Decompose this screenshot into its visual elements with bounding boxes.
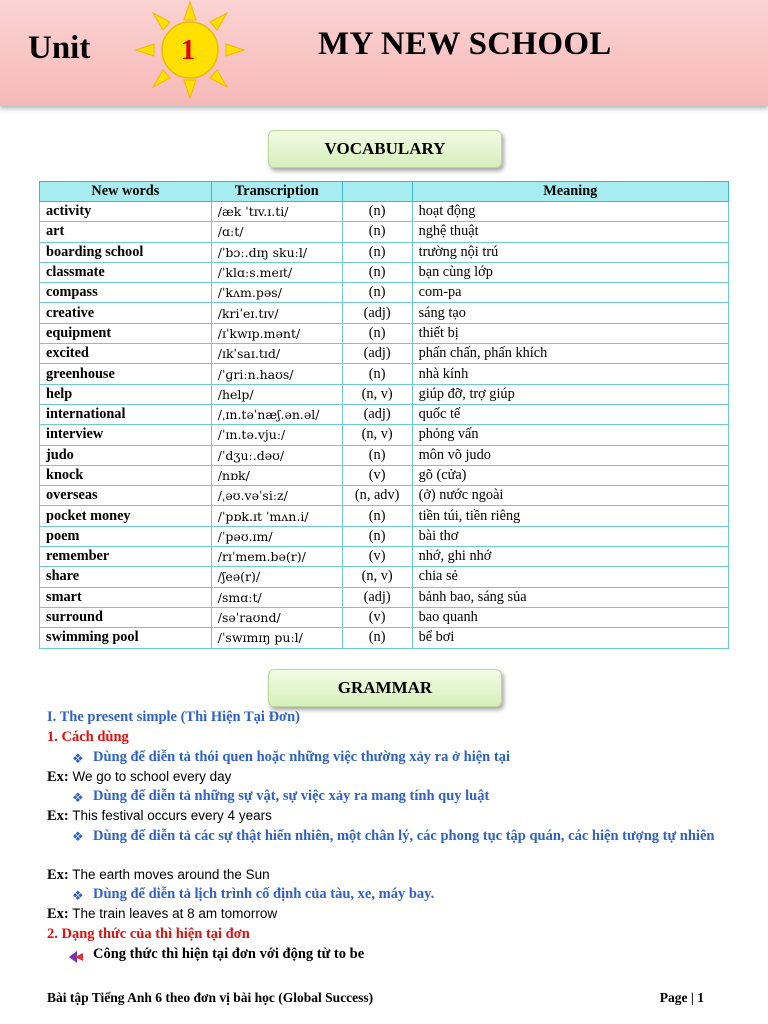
example-line	[47, 769, 231, 786]
vocab-part-of-speech: (n)	[342, 628, 412, 648]
vocab-word: help	[40, 384, 212, 404]
table-row	[40, 425, 729, 445]
vocab-meaning: bài thơ	[412, 526, 728, 546]
vocab-transcription: /ˈɡriːn.haʊs/	[211, 364, 342, 384]
example-text: The earth moves around the Sun	[72, 867, 270, 882]
vocab-part-of-speech: (adj)	[342, 303, 412, 323]
vocab-part-of-speech: (n)	[342, 202, 412, 222]
table-row	[40, 303, 729, 323]
vocab-meaning: bạn cùng lớp	[412, 262, 728, 282]
vocab-word: activity	[40, 202, 212, 222]
vocab-transcription: /nɒk/	[211, 465, 342, 485]
vocab-meaning: bao quanh	[412, 607, 728, 627]
table-row	[40, 404, 729, 424]
vocab-word: greenhouse	[40, 364, 212, 384]
vocab-word: compass	[40, 283, 212, 303]
vocab-meaning: tiền túi, tiền riêng	[412, 506, 728, 526]
vocab-meaning: quốc tế	[412, 404, 728, 424]
vocab-word: classmate	[40, 262, 212, 282]
vocab-word: boarding school	[40, 242, 212, 262]
vocab-meaning: nhớ, ghi nhớ	[412, 547, 728, 567]
vocab-part-of-speech: (adj)	[342, 344, 412, 364]
vocab-part-of-speech: (adj)	[342, 404, 412, 424]
unit-label: Unit	[28, 30, 91, 66]
form-item: Công thức thì hiện tại đơn với động từ to be	[93, 946, 365, 962]
vocab-meaning: môn võ judo	[412, 445, 728, 465]
table-row	[40, 202, 729, 222]
table-row	[40, 526, 729, 546]
vocab-word: equipment	[40, 323, 212, 343]
diamond-bullet-icon: ❖	[72, 829, 84, 844]
vocab-transcription: /ˈdʒuː.dəʊ/	[211, 445, 342, 465]
vocab-meaning: (ở) nước ngoài	[412, 486, 728, 506]
vocab-word: overseas	[40, 486, 212, 506]
vocab-meaning: phỏng vấn	[412, 425, 728, 445]
table-row	[40, 628, 729, 648]
grammar-heading: GRAMMAR	[268, 669, 502, 707]
column-header-meaning: Meaning	[412, 182, 728, 202]
table-row	[40, 323, 729, 343]
page-number: Page | 1	[659, 990, 704, 1005]
table-row	[40, 547, 729, 567]
usage-item: Dùng để diễn tả các sự thật hiển nhiên, một chân lý, các phong tục tập quán, các hiện tượng tự nhiên	[93, 828, 715, 844]
example-label: Ex:	[47, 906, 69, 922]
vocab-word: poem	[40, 526, 212, 546]
vocab-part-of-speech: (n, v)	[342, 567, 412, 587]
example-line	[47, 808, 272, 825]
form-heading: 2. Dạng thức của thì hiện tại đơn	[47, 926, 250, 942]
table-row	[40, 587, 729, 607]
grammar-section-title: I. The present simple (Thì Hiện Tại Đơn)	[47, 709, 300, 725]
table-row	[40, 567, 729, 587]
vocab-word: creative	[40, 303, 212, 323]
example-line	[47, 906, 277, 923]
usage-item: Dùng để diễn tả những sự vật, sự việc xảy ra mang tính quy luật	[93, 788, 490, 804]
vocab-word: smart	[40, 587, 212, 607]
table-row	[40, 344, 729, 364]
vocab-meaning: trường nội trú	[412, 242, 728, 262]
vocab-transcription: /ʃeə(r)/	[211, 567, 342, 587]
table-row	[40, 486, 729, 506]
vocab-transcription: /səˈraʊnd/	[211, 607, 342, 627]
vocab-part-of-speech: (n)	[342, 445, 412, 465]
example-text: This festival occurs every 4 years	[72, 808, 272, 823]
example-line	[47, 867, 270, 884]
column-header-transcription: Transcription	[211, 182, 342, 202]
vocab-meaning: thiết bị	[412, 323, 728, 343]
vocab-word: swimming pool	[40, 628, 212, 648]
column-header-new-words: New words	[40, 182, 212, 202]
vocab-meaning: bảnh bao, sáng sủa	[412, 587, 728, 607]
vocab-transcription: /ɪkˈsaɪ.tɪd/	[211, 344, 342, 364]
vocab-transcription: /help/	[211, 384, 342, 404]
vocab-meaning: chia sẻ	[412, 567, 728, 587]
page-title: MY NEW SCHOOL	[318, 26, 612, 62]
vocab-word: knock	[40, 465, 212, 485]
vocab-meaning: phấn chấn, phấn khích	[412, 344, 728, 364]
table-row	[40, 283, 729, 303]
vocab-part-of-speech: (n, adv)	[342, 486, 412, 506]
usage-item: Dùng để diễn tả thói quen hoặc những việc thường xảy ra ở hiện tại	[93, 749, 510, 765]
diamond-bullet-icon: ❖	[72, 888, 84, 903]
vocab-part-of-speech: (n)	[342, 506, 412, 526]
usage-heading: 1. Cách dùng	[47, 729, 129, 745]
table-row	[40, 607, 729, 627]
vocab-transcription: /ˈpəʊ.ɪm/	[211, 526, 342, 546]
table-row	[40, 364, 729, 384]
table-row	[40, 262, 729, 282]
vocab-part-of-speech: (n, v)	[342, 384, 412, 404]
diamond-bullet-icon: ❖	[72, 790, 84, 805]
vocab-part-of-speech: (v)	[342, 607, 412, 627]
vocab-word: judo	[40, 445, 212, 465]
vocab-part-of-speech: (n)	[342, 526, 412, 546]
vocab-part-of-speech: (n)	[342, 364, 412, 384]
example-text: We go to school every day	[72, 769, 232, 784]
vocab-part-of-speech: (v)	[342, 547, 412, 567]
vocab-transcription: /ˈkʌm.pəs/	[211, 283, 342, 303]
vocab-meaning: com-pa	[412, 283, 728, 303]
vocab-transcription: /ˈɪn.tə.vjuː/	[211, 425, 342, 445]
example-label: Ex:	[47, 808, 69, 824]
vocab-word: pocket money	[40, 506, 212, 526]
vocab-word: share	[40, 567, 212, 587]
vocabulary-heading: VOCABULARY	[268, 130, 502, 168]
table-header-row	[40, 182, 729, 202]
vocab-meaning: bể bơi	[412, 628, 728, 648]
vocab-transcription: /ˌəʊ.vəˈsiːz/	[211, 486, 342, 506]
vocab-word: excited	[40, 344, 212, 364]
vocab-transcription: /smɑːt/	[211, 587, 342, 607]
table-row	[40, 242, 729, 262]
vocab-meaning: hoạt động	[412, 202, 728, 222]
unit-number: 1	[180, 34, 196, 66]
vocab-word: surround	[40, 607, 212, 627]
vocab-transcription: /kriˈeɪ.tɪv/	[211, 303, 342, 323]
vocab-word: interview	[40, 425, 212, 445]
example-label: Ex:	[47, 769, 69, 785]
vocab-transcription: /rɪˈmem.bə(r)/	[211, 547, 342, 567]
vocab-transcription: /ˈklɑːs.meɪt/	[211, 262, 342, 282]
vocab-meaning: gõ (cửa)	[412, 465, 728, 485]
column-header-part-of-speech	[342, 182, 412, 202]
vocab-part-of-speech: (adj)	[342, 587, 412, 607]
vocab-part-of-speech: (n)	[342, 283, 412, 303]
vocab-part-of-speech: (n)	[342, 242, 412, 262]
vocab-meaning: nghệ thuật	[412, 222, 728, 242]
example-text: The train leaves at 8 am tomorrow	[72, 906, 278, 921]
vocab-word: remember	[40, 547, 212, 567]
arrow-bullet-icon	[69, 951, 83, 963]
vocab-part-of-speech: (n)	[342, 222, 412, 242]
vocab-meaning: nhà kính	[412, 364, 728, 384]
vocab-transcription: /ˈswɪmɪŋ puːl/	[211, 628, 342, 648]
vocab-transcription: /ˈpɒk.ɪt ˈmʌn.i/	[211, 506, 342, 526]
vocab-word: international	[40, 404, 212, 424]
vocab-transcription: /æk ˈtɪv.ɪ.ti/	[211, 202, 342, 222]
usage-item: Dùng để diễn tả lịch trình cố định của tàu, xe, máy bay.	[93, 886, 435, 902]
vocab-word: art	[40, 222, 212, 242]
vocab-part-of-speech: (n)	[342, 323, 412, 343]
vocab-part-of-speech: (v)	[342, 465, 412, 485]
vocab-part-of-speech: (n, v)	[342, 425, 412, 445]
table-row	[40, 465, 729, 485]
vocabulary-table	[39, 181, 729, 649]
table-row	[40, 506, 729, 526]
vocab-transcription: /ɑːt/	[211, 222, 342, 242]
vocab-meaning: giúp đỡ, trợ giúp	[412, 384, 728, 404]
vocab-transcription: /ˌɪn.təˈnæʃ.ən.əl/	[211, 404, 342, 424]
vocab-transcription: /ˈbɔː.dɪŋ skuːl/	[211, 242, 342, 262]
vocab-part-of-speech: (n)	[342, 262, 412, 282]
example-label: Ex:	[47, 867, 69, 883]
diamond-bullet-icon: ❖	[72, 751, 84, 766]
vocab-meaning: sáng tạo	[412, 303, 728, 323]
table-row	[40, 222, 729, 242]
vocab-transcription: /ɪˈkwɪp.mənt/	[211, 323, 342, 343]
table-row	[40, 384, 729, 404]
table-row	[40, 445, 729, 465]
footer-book-title: Bài tập Tiếng Anh 6 theo đơn vị bài học (Global Success)	[47, 990, 374, 1005]
